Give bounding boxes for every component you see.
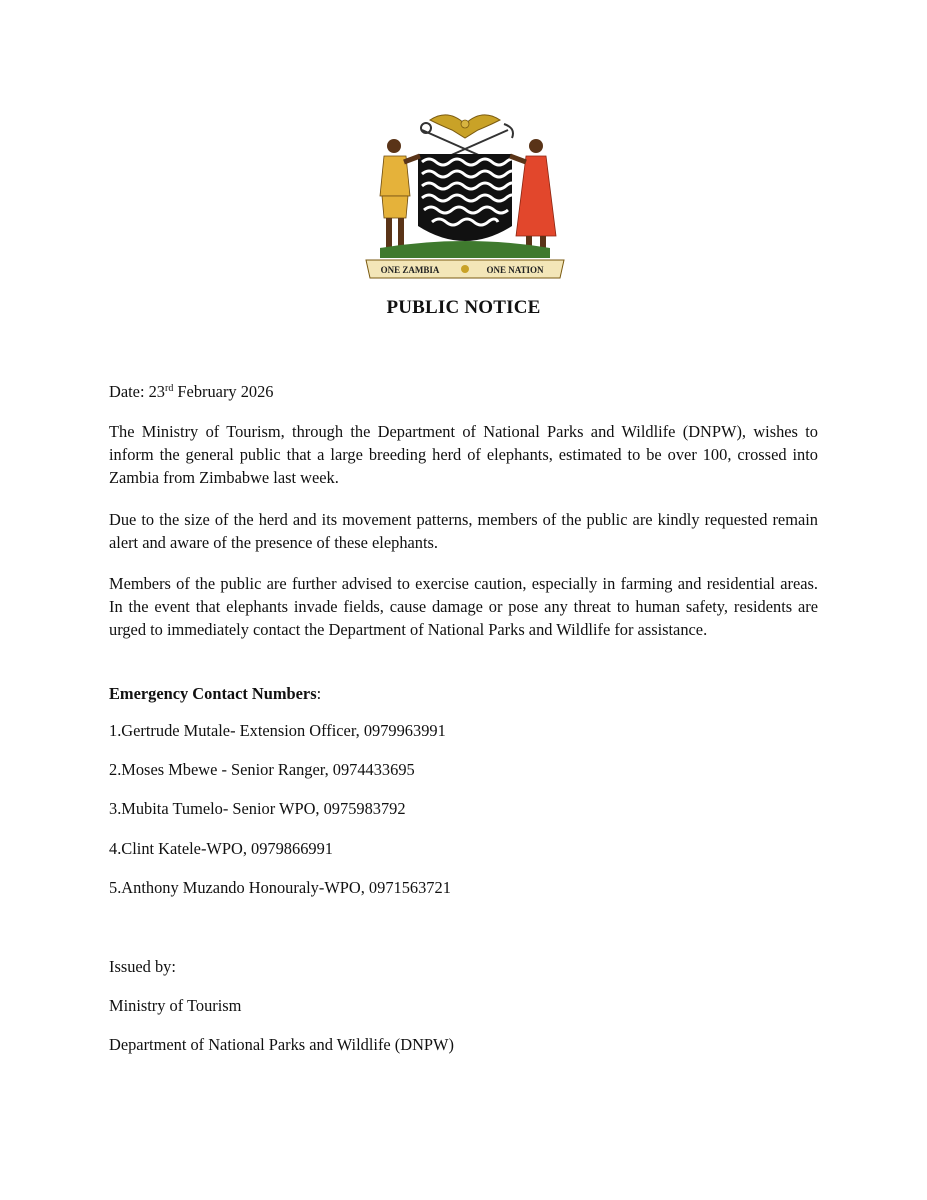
- notice-date: [109, 380, 818, 403]
- shield-icon: [418, 154, 516, 241]
- coat-of-arms-emblem: [360, 106, 570, 282]
- female-supporter-icon: [510, 139, 556, 250]
- contacts-heading: [109, 682, 818, 705]
- issuer-department: Department of National Parks and Wildlife (DNPW): [109, 1035, 454, 1054]
- date-rest: February 2026: [173, 382, 274, 401]
- contact-item: 2.Moses Mbewe - Senior Ranger, 0974433695: [109, 760, 415, 779]
- issuer-ministry: Ministry of Tourism: [109, 996, 242, 1015]
- paragraph-caution: Members of the public are further advised to exercise caution, especially in farming and residential areas. In the event that elephants invade fields, cause damage or pose any threat to human safety, residents are urged to immediately contact the Department of National Parks and Wildlife for assistance.: [109, 574, 818, 639]
- contact-item: 4.Clint Katele-WPO, 0979866991: [109, 839, 333, 858]
- motto-left: ONE ZAMBIA: [380, 265, 440, 275]
- contacts-heading-colon: :: [316, 684, 322, 703]
- paragraph-herd: Due to the size of the herd and its movement patterns, members of the public are kindly requested remain alert and aware of the presence of these elephants.: [109, 510, 818, 552]
- contacts-heading-text: Emergency Contact Numbers: [109, 684, 317, 703]
- date-day: 23: [148, 382, 165, 401]
- paragraph-intro: The Ministry of Tourism, through the Department of National Parks and Wildlife (DNPW), wishes to inform the general public that a large breeding herd of elephants, estimated to be over 100, crossed into Zambia from Zimbabwe last week.: [109, 422, 818, 487]
- contact-item: 3.Mubita Tumelo- Senior WPO, 0975983792: [109, 799, 406, 818]
- contact-item: 1.Gertrude Mutale- Extension Officer, 0979963991: [109, 721, 446, 740]
- issued-by-label: Issued by:: [109, 957, 176, 976]
- date-label: Date:: [109, 382, 149, 401]
- page-title: PUBLIC NOTICE: [386, 297, 541, 318]
- motto-right: ONE NATION: [486, 265, 544, 275]
- contact-item: 5.Anthony Muzando Honouraly-WPO, 0971563721: [109, 878, 451, 897]
- date-suffix: rd: [164, 383, 174, 394]
- male-supporter-icon: [380, 139, 420, 248]
- eagle-icon: [430, 115, 500, 138]
- motto-ribbon: [366, 260, 564, 278]
